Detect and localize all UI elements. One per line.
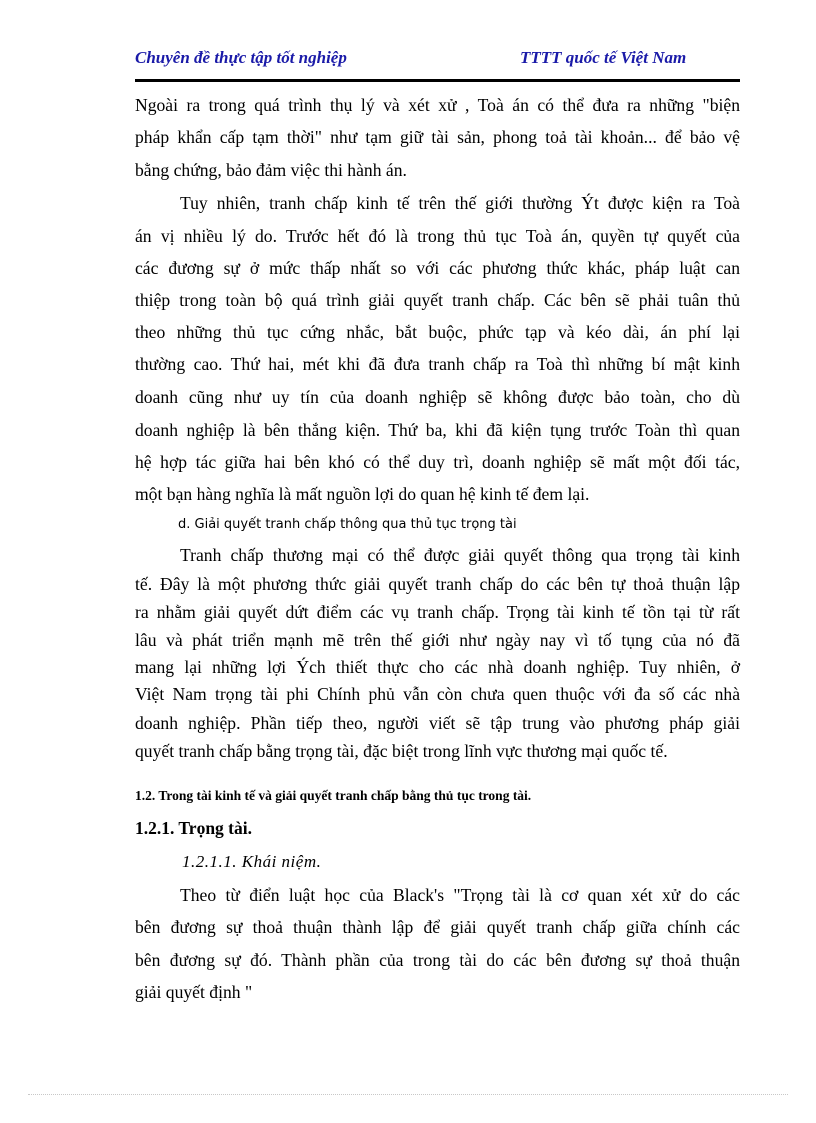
header-rule: [135, 79, 740, 82]
header-right-title: TTTT quốc tế Việt Nam: [520, 48, 687, 67]
paragraph-line: Theo từ điển luật học của Black's "Trọng tài là cơ quan xét xử do các: [180, 885, 740, 905]
paragraph-line: mang lại những lợi Ých thiết thực cho các nhà doanh nghiệp. Tuy nhiên, ở: [135, 657, 740, 677]
section-heading-1-2-1-1: 1.2.1.1. Khái niệm.: [182, 852, 322, 871]
paragraph-line: quyết tranh chấp bằng trọng tài, đặc biệt trong lĩnh vực thương mại quốc tế.: [135, 741, 668, 761]
paragraph-line: một bạn hàng nghĩa là mất nguồn lợi do quan hệ kinh tế đem lại.: [135, 484, 590, 504]
paragraph-line: các đương sự ở mức thấp nhất so với các phương thức khác, pháp luật can: [135, 258, 740, 278]
paragraph-line: giải quyết định ": [135, 982, 253, 1002]
paragraph-line: Ngoài ra trong quá trình thụ lý và xét xử , Toà án có thể đưa ra những "biện: [135, 95, 740, 115]
paragraph-line: ra nhằm giải quyết dứt điểm các vụ tranh chấp. Trọng tài kinh tế tồn tại từ rất: [135, 602, 740, 622]
paragraph-line: doanh cũng như uy tín của doanh nghiệp sẽ không được bảo toàn, cho dù: [135, 387, 740, 407]
paragraph-line: thường cao. Thứ hai, mét khi đã đưa tranh chấp ra Toà thì những bí mật kinh: [135, 354, 740, 374]
paragraph-line: hệ hợp tác giữa hai bên khó có thể duy trì, doanh nghiệp sẽ mất một đối tác,: [135, 452, 740, 472]
paragraph-line: doanh nghiệp là bên thắng kiện. Thứ ba, khi đã kiện tụng trước Toàn thì quan: [135, 420, 740, 440]
paragraph-line: thiệp trong toàn bộ quá trình giải quyết tranh chấp. Các bên sẽ phải tuân thủ: [135, 290, 740, 310]
footer-divider: [28, 1094, 788, 1095]
section-heading-1-2-1: 1.2.1. Trọng tài.: [135, 818, 252, 838]
paragraph-line: án vị nhiều lý do. Trước hết đó là trong thủ tục Toà án, quyền tự quyết của: [135, 226, 740, 246]
paragraph-line: bên đương sự thoả thuận thành lập để giải quyết tranh chấp giữa chính các: [135, 917, 740, 937]
header-left-title: Chuyên đề thực tập tốt nghiệp: [135, 48, 347, 67]
paragraph-line: Tuy nhiên, tranh chấp kinh tế trên thế giới thường Ýt được kiện ra Toà: [180, 193, 740, 213]
paragraph-line: doanh nghiệp. Phần tiếp theo, người viết sẽ tập trung vào phương pháp giải: [135, 713, 740, 733]
paragraph-line: bằng chứng, bảo đảm việc thi hành án.: [135, 160, 407, 180]
paragraph-line: tế. Đây là một phương thức giải quyết tranh chấp do các bên tự thoả thuận lập: [135, 574, 740, 594]
paragraph-line: pháp khẩn cấp tạm thời" như tạm giữ tài sản, phong toả tài khoản... để bảo vệ: [135, 127, 740, 147]
paragraph-line: Tranh chấp thương mại có thể được giải quyết thông qua trọng tài kinh: [180, 545, 740, 565]
subheading-d: d. Giải quyết tranh chấp thông qua thủ tục trọng tài: [178, 517, 517, 532]
section-heading-1-2: 1.2. Trong tài kinh tế và giải quyết tranh chấp bằng thủ tục trong tài.: [135, 788, 532, 803]
paragraph-line: Việt Nam trọng tài phi Chính phủ vẫn còn chưa quen thuộc với đa số các nhà: [135, 684, 740, 704]
paragraph-line: lâu và phát triển mạnh mẽ trên thế giới như ngày nay vì tố tụng của nó đã: [135, 630, 740, 650]
paragraph-line: bên đương sự đó. Thành phần của trong tài do các bên đương sự thoả thuận: [135, 950, 740, 970]
paragraph-line: theo những thủ tục cứng nhắc, bắt buộc, phức tạp và kéo dài, án phí lại: [135, 322, 740, 342]
page-header: [135, 48, 740, 74]
